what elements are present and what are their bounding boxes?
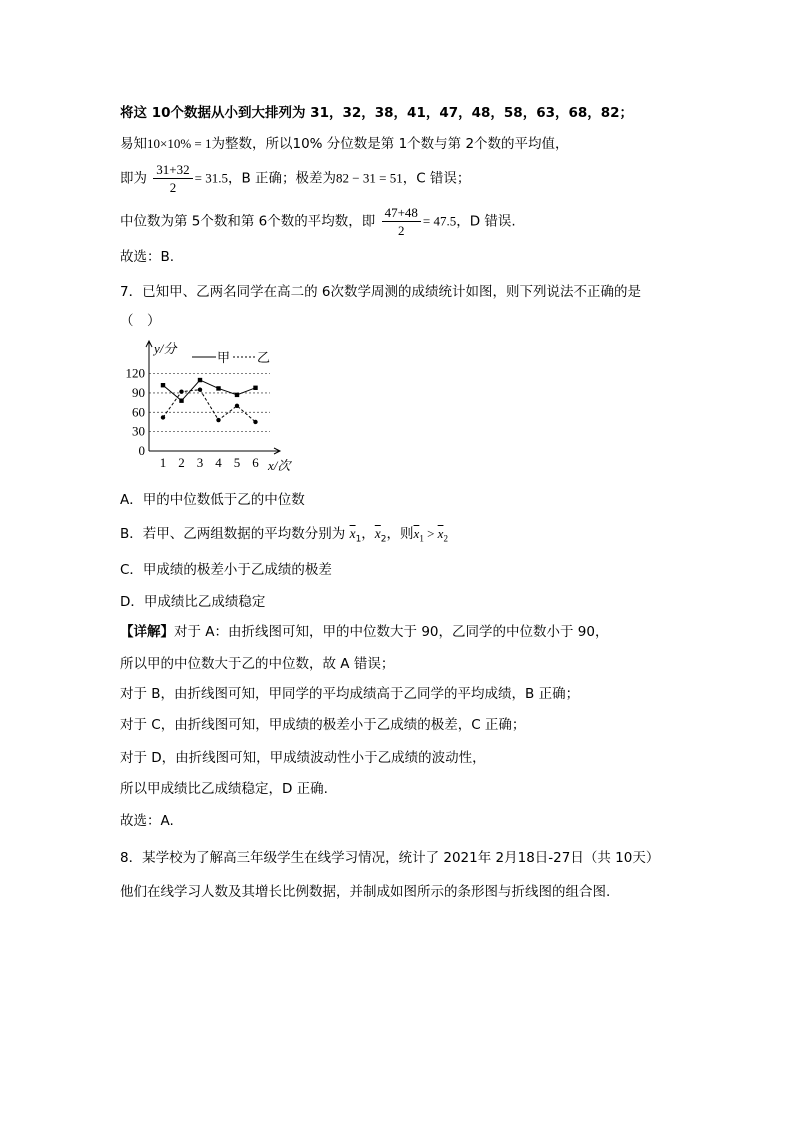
option-d: D．甲成绩比乙成绩稳定	[120, 594, 266, 610]
detail-tag: 【详解】	[120, 624, 174, 640]
y-tick-label: 90	[132, 384, 145, 400]
solution-line-average	[120, 161, 470, 196]
question-7-paren: （ ）	[120, 313, 161, 329]
data-point-square	[253, 386, 257, 390]
question-7-stem: 7．已知甲、乙两名同学在高二的 6次数学周测的成绩统计如图，则下列说法不正确的是	[120, 284, 641, 300]
mean-symbol-2: $\overline{x}_2$	[374, 526, 387, 545]
x-tick-label: 1	[159, 455, 167, 470]
math-expr: 82 − 31 = 51	[336, 170, 403, 186]
data-point-square	[216, 386, 220, 390]
x-tick-label: 5	[233, 455, 241, 470]
math-expr: 10×10% = 1	[147, 136, 212, 151]
data-point-square	[235, 393, 239, 397]
detail-line-6: 所以甲成绩比乙成绩稳定，D 正确.	[120, 781, 328, 797]
x-axis-label: x/次	[268, 458, 291, 472]
text: 即为	[120, 170, 147, 187]
data-point-dot	[235, 404, 239, 408]
text: ，D 错误.	[456, 213, 516, 230]
solution-line-percentile	[120, 134, 569, 154]
text: 为整数，所以10% 分位数是第 1个数与第 2个数的平均值，	[211, 136, 569, 152]
fraction	[153, 161, 192, 196]
detail-line-2: 所以甲的中位数大于乙的中位数，故 A 错误；	[120, 656, 395, 672]
inequality: $\overline{x}_1 > \overline{x}_2$	[413, 526, 448, 544]
text: 易知	[120, 136, 147, 152]
x-tick-label: 6	[252, 455, 259, 470]
score-line-chart	[120, 337, 310, 472]
text: ，B 正确；极差为	[227, 170, 337, 187]
data-point-dot	[161, 415, 165, 419]
text: B．若甲、乙两组数据的平均数分别为	[120, 526, 346, 542]
legend-label-1: 甲	[217, 350, 231, 365]
data-point-dot	[198, 388, 202, 392]
solution-line-sorted: 将这 10个数据从小到大排列为 31，32，38，41，47，48，58，63，68，82；	[120, 105, 634, 121]
denominator: 2	[397, 223, 405, 238]
y-tick-label: 0	[138, 443, 145, 458]
option-b	[120, 524, 448, 550]
data-point-dot	[179, 389, 183, 393]
text: 对于 A：由折线图可知，甲的中位数大于 90，乙同学的中位数小于 90，	[174, 624, 609, 640]
solution-line-median	[120, 204, 516, 239]
denominator: 2	[169, 180, 177, 195]
data-point-square	[198, 378, 202, 382]
series-line-1	[163, 380, 256, 401]
detail-line-3: 对于 B，由折线图可知，甲同学的平均成绩高于乙同学的平均成绩，B 正确；	[120, 686, 580, 702]
legend-label-2: 乙	[257, 350, 271, 365]
data-point-dot	[216, 418, 220, 422]
question-8-line-2: 他们在线学习人数及其增长比例数据，并制成如图所示的条形图与折线图的组合图.	[120, 884, 611, 900]
chart-grid	[149, 374, 270, 432]
separator: ，	[361, 526, 375, 542]
y-tick-label: 60	[132, 404, 145, 420]
x-tick-label: 2	[178, 455, 185, 470]
detail-line-5: 对于 D，由折线图可知，甲成绩波动性小于乙成绩的波动性，	[120, 750, 486, 766]
data-point-square	[179, 398, 183, 402]
data-point-square	[161, 383, 165, 387]
math-expr: = 47.5	[422, 213, 457, 229]
x-tick-label: 4	[215, 455, 222, 470]
y-tick-label: 120	[125, 365, 145, 381]
x-tick-label: 3	[196, 455, 204, 470]
question-8-line-1: 8．某学校为了解高三年级学生在线学习情况，统计了 2021年 2月18日-27日（共 10天）	[120, 850, 660, 866]
solution-answer: 故选：B.	[120, 249, 175, 265]
series-line-2	[163, 390, 256, 422]
chart-series	[161, 378, 258, 424]
chart-labels	[126, 341, 293, 472]
detail-line-4: 对于 C，由折线图可知，甲成绩的极差小于乙成绩的极差，C 正确；	[120, 717, 526, 733]
text: ，C 错误；	[402, 170, 471, 187]
option-c: C．甲成绩的极差小于乙成绩的极差	[120, 562, 332, 578]
math-expr: = 31.5	[194, 170, 228, 186]
option-a: A．甲的中位数低于乙的中位数	[120, 492, 305, 508]
text: ，则	[386, 526, 414, 542]
text: 中位数为第 5个数和第 6个数的平均数，即	[120, 213, 376, 230]
data-point-dot	[253, 420, 257, 424]
y-axis-label: y/分	[154, 341, 177, 356]
fraction	[382, 204, 421, 239]
detail-line-1	[120, 622, 608, 642]
mean-symbol-1: $\overline{x}_1$	[349, 526, 362, 545]
detail-answer: 故选：A.	[120, 813, 174, 829]
numerator: 31+32	[153, 161, 192, 179]
y-tick-label: 30	[132, 423, 145, 439]
numerator: 47+48	[382, 204, 421, 222]
